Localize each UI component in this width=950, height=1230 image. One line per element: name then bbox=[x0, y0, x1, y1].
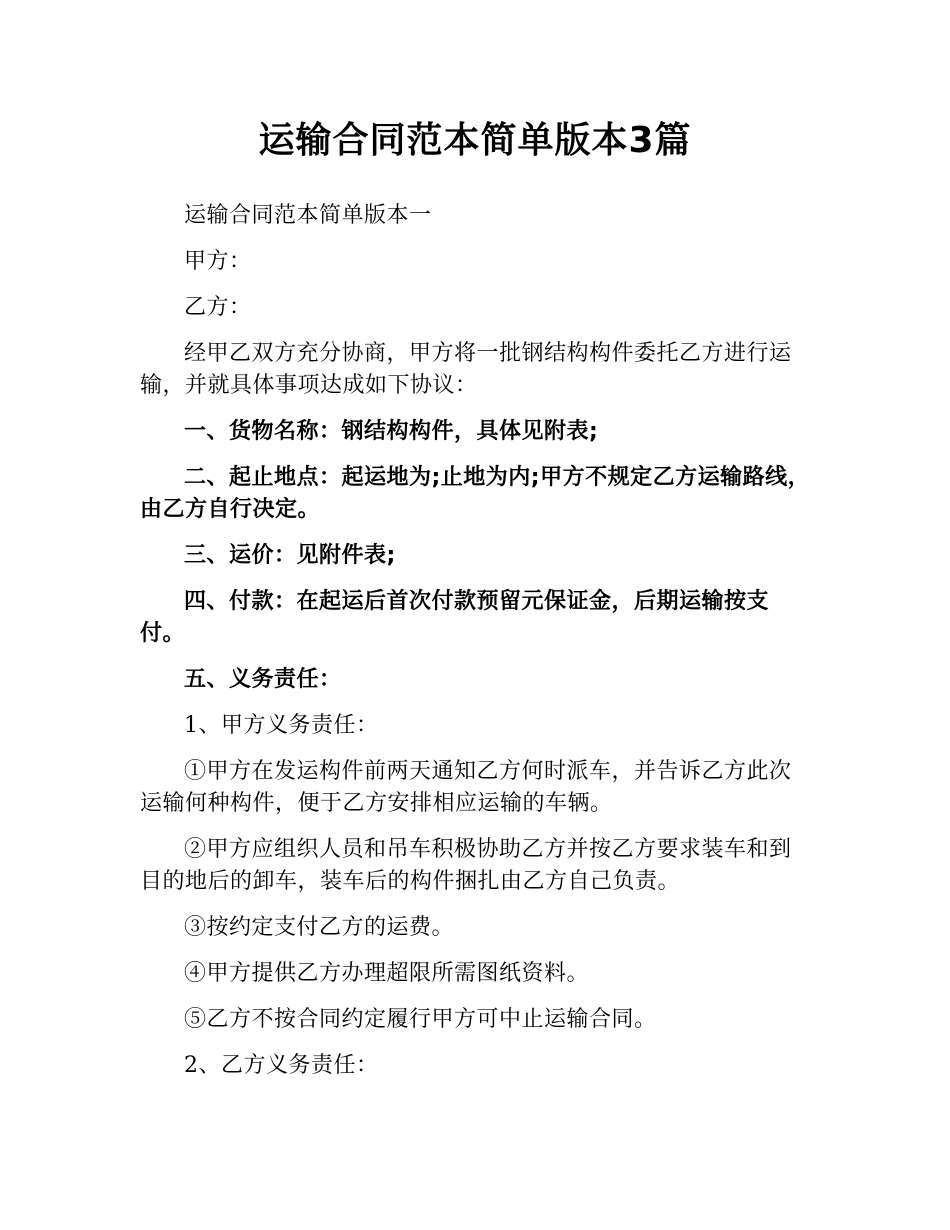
paragraph-party-b: 乙方： bbox=[184, 295, 252, 320]
clause-locations: 二、起止地点：起运地为;止地为内;甲方不规定乙方运输路线，由乙方自行决定。 bbox=[140, 465, 811, 522]
list-item: ③按约定支付乙方的运费。 bbox=[184, 915, 455, 940]
paragraph-party-a: 甲方： bbox=[184, 249, 252, 274]
clause-price: 三、运价：见附件表; bbox=[184, 543, 396, 568]
list-item: ⑤乙方不按合同约定履行甲方可中止运输合同。 bbox=[184, 1007, 657, 1032]
list-item: ①甲方在发运构件前两天通知乙方何时派车，并告诉乙方此次运输何种构件，便于乙方安排相应运输的车辆。 bbox=[140, 759, 792, 816]
clause-goods-name: 一、货物名称：钢结构构件，具体见附表; bbox=[184, 419, 599, 444]
list-item: ②甲方应组织人员和吊车积极协助乙方并按乙方要求装车和到目的地后的卸车，装车后的构件捆扎由乙方自己负责。 bbox=[140, 837, 792, 894]
paragraph-subtitle: 运输合同范本简单版本一 bbox=[184, 203, 432, 228]
paragraph-preamble: 经甲乙双方充分协商，甲方将一批钢结构构件委托乙方进行运输，并就具体事项达成如下协议： bbox=[140, 341, 792, 398]
clause-payment: 四、付款：在起运后首次付款预留元保证金，后期运输按支付。 bbox=[140, 589, 770, 646]
document-body bbox=[140, 200, 812, 1096]
subclause-party-a-obligations: 1、甲方义务责任： bbox=[184, 713, 379, 738]
clause-obligations: 五、义务责任： bbox=[184, 667, 342, 692]
list-item: ④甲方提供乙方办理超限所需图纸资料。 bbox=[184, 961, 590, 986]
subclause-party-b-obligations: 2、乙方义务责任： bbox=[184, 1053, 379, 1078]
document-title: 运输合同范本简单版本3篇 bbox=[258, 120, 692, 161]
